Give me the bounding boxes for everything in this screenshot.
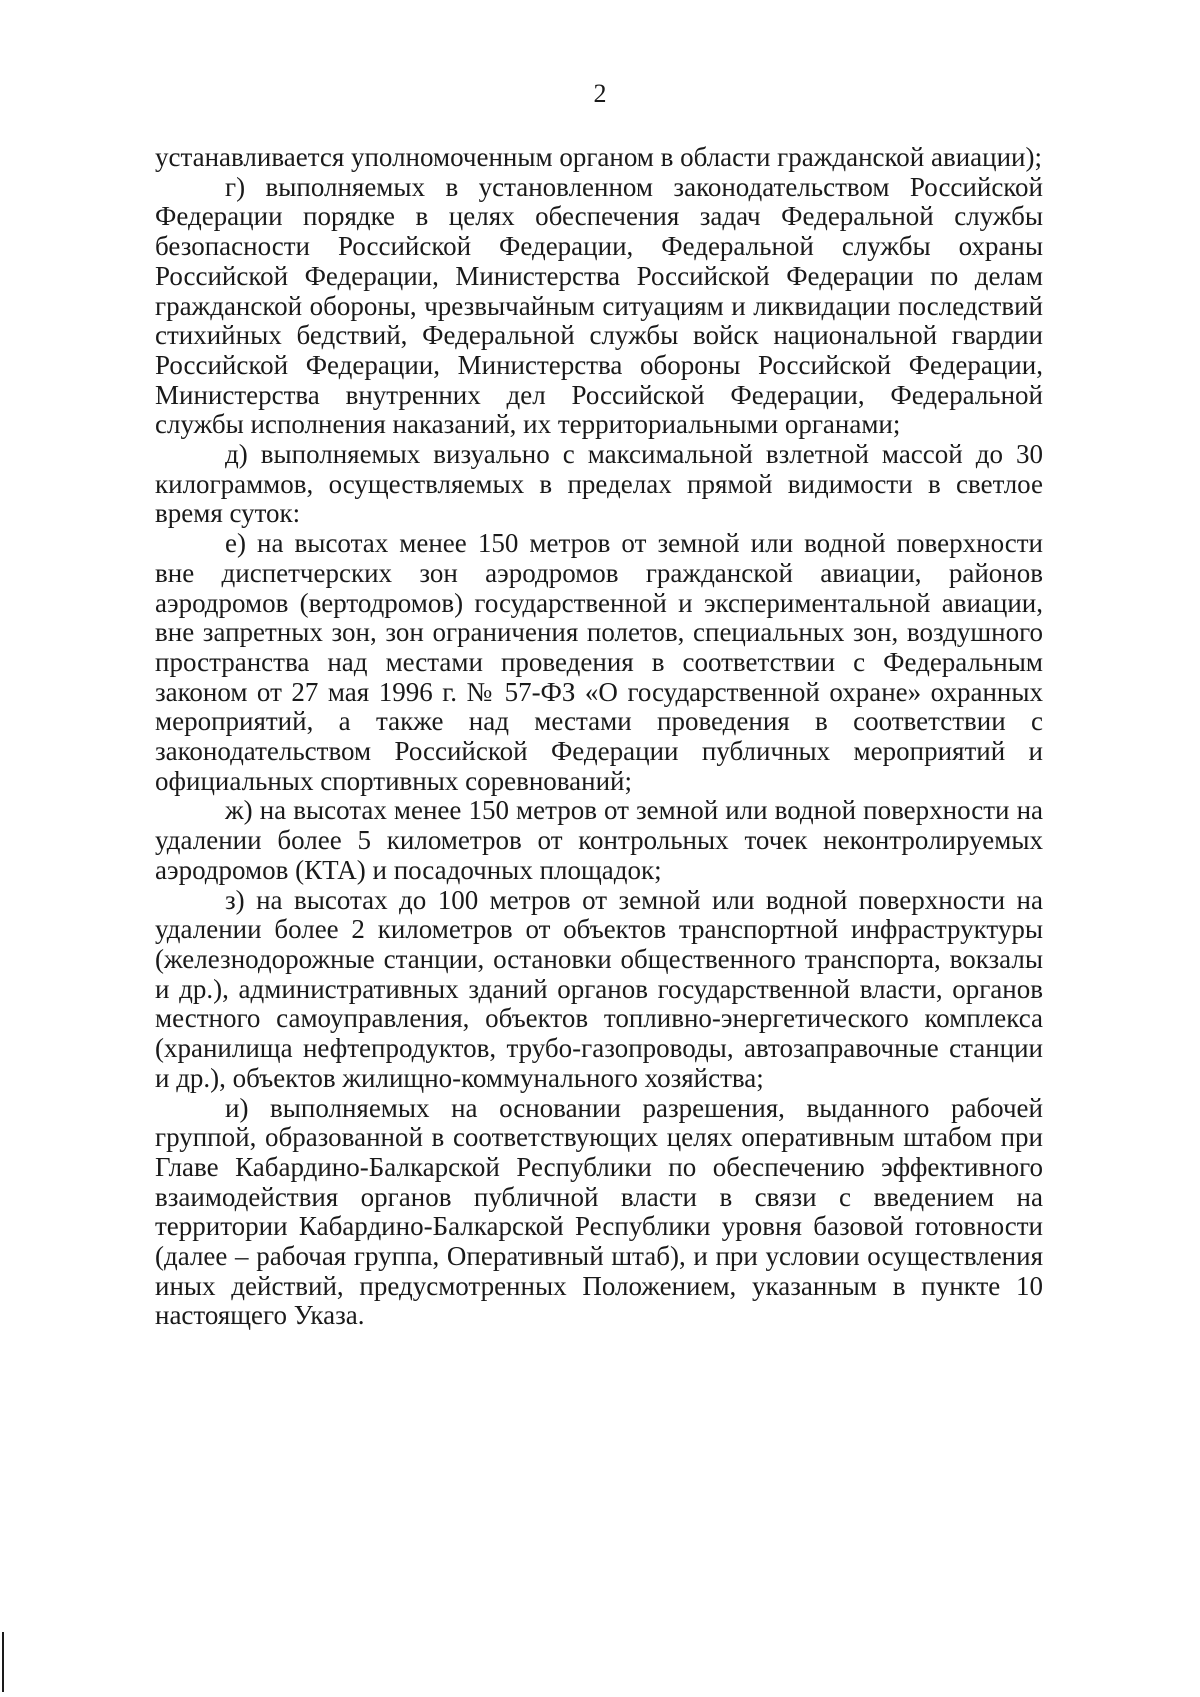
paragraph-item-z: з) на высотах до 100 метров от земной или водной поверхности на удалении более 2 километров от объектов транспортной инфраструктуры (железнодорожные станции, остановки общественного транспорта, вокзалы и др.), административных зданий органов государственной власти, органов местного самоуправления, объектов топливно-энергетического комплекса (хранилища нефтепродуктов, трубо-газопроводы, автозаправочные станции и др.), объектов жилищно-коммунального хозяйства; bbox=[155, 884, 1043, 1093]
document-body bbox=[155, 143, 1043, 1331]
paragraph-item-zh: ж) на высотах менее 150 метров от земной или водной поверхности на удалении более 5 километров от контрольных точек неконтролируемых аэродромов (КТА) и посадочных площадок; bbox=[155, 795, 1043, 885]
paragraph-continuation: устанавливается уполномоченным органом в области гражданской авиации); bbox=[155, 142, 1042, 172]
paragraph-item-i: и) выполняемых на основании разрешения, выданного рабочей группой, образованной в соответствующих целях оперативным штабом при Главе Кабардино-Балкарской Республики по обеспечению эффективного взаимодействия органов публичной власти в связи с введением на территории Кабардино-Балкарской Республики уровня базовой готовности (далее – рабочая группа, Оперативный штаб), и при условии осуществления иных действий, предусмотренных Положением, указанным в пункте 10 настоящего Указа. bbox=[155, 1092, 1043, 1331]
paragraph-item-e: е) на высотах менее 150 метров от земной или водной поверхности вне диспетчерских зон аэродромов гражданской авиации, районов аэродромов (вертодромов) государственной и экспериментальной авиации, вне запретных зон, зон ограничения полетов, специальных зон, воздушного пространства над местами проведения в соответствии с Федеральным законом от 27 мая 1996 г. № 57-ФЗ «О государственной охране» охранных мероприятий, а также над местами проведения в соответствии с законодательством Российской Федерации публичных мероприятий и официальных спортивных соревнований; bbox=[155, 528, 1043, 796]
scan-edge-mark bbox=[2, 1632, 4, 1692]
paragraph-item-d: д) выполняемых визуально с максимальной взлетной массой до 30 килограммов, осуществляемых в пределах прямой видимости в светлое время суток: bbox=[155, 439, 1043, 529]
paragraph-item-g: г) выполняемых в установленном законодательством Российской Федерации порядке в целях обеспечения задач Федеральной службы безопасности Российской Федерации, Федеральной службы охраны Российской Федерации, Министерства Российской Федерации по делам гражданской обороны, чрезвычайным ситуациям и ликвидации последствий стихийных бедствий, Федеральной службы войск национальной гвардии Российской Федерации, Министерства обороны Российской Федерации, Министерства внутренних дел Российской Федерации, Федеральной службы исполнения наказаний, их территориальными органами; bbox=[155, 171, 1043, 440]
page-number: 2 bbox=[593, 79, 607, 108]
